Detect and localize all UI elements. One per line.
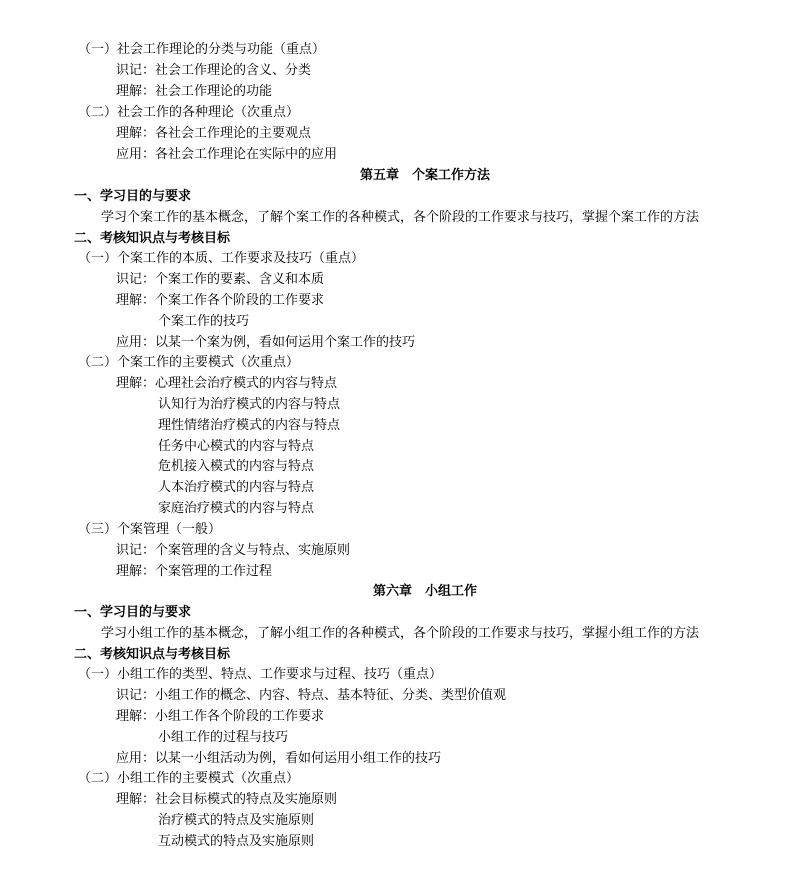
text-line: 理解：心理社会治疗模式的内容与特点 [116,376,338,391]
paragraph: 学习个案工作的基本概念，了解个案工作的各种模式，各个阶段的工作要求与技巧，掌握个案工作的方法 [101,210,700,225]
text-line: 理解：社会目标模式的特点及实施原则 [116,792,338,807]
text-line: 危机接入模式的内容与特点 [158,459,315,474]
heading: 一、学习目的与要求 [74,189,192,204]
text-line: 识记：小组工作的概念、内容、特点、基本特征、分类、类型价值观 [116,688,507,703]
text-line: 应用：以某一小组活动为例，看如何运用小组工作的技巧 [116,751,442,766]
chapter-title: 第五章 个案工作方法 [359,168,490,183]
text-line: 治疗模式的特点及实施原则 [158,813,315,828]
heading: 二、考核知识点与考核目标 [74,647,231,662]
section-heading: （二）小组工作的主要模式（次重点） [78,771,300,786]
section-heading: （一）社会工作理论的分类与功能（重点） [78,42,326,57]
text-line: 识记：个案工作的要素、含义和本质 [116,272,325,287]
text-line: 个案工作的技巧 [158,314,250,329]
text-line: 人本治疗模式的内容与特点 [158,480,315,495]
heading: 一、学习目的与要求 [74,605,192,620]
text-line: 理解：小组工作各个阶段的工作要求 [116,709,325,724]
heading: 二、考核知识点与考核目标 [74,231,231,246]
text-line: 家庭治疗模式的内容与特点 [158,501,315,516]
section-heading: （二）社会工作的各种理论（次重点） [78,105,300,120]
paragraph: 学习小组工作的基本概念，了解小组工作的各种模式，各个阶段的工作要求与技巧，掌握小组工作的方法 [101,626,700,641]
text-line: 小组工作的过程与技巧 [158,730,289,745]
text-line: 识记：社会工作理论的含义、分类 [116,63,312,78]
text-line: 理解：各社会工作理论的主要观点 [116,126,312,141]
chapter-title: 第六章 小组工作 [372,584,477,599]
text-line: 应用：以某一个案为例，看如何运用个案工作的技巧 [116,335,416,350]
section-heading: （一）小组工作的类型、特点、工作要求与过程、技巧（重点） [78,667,443,682]
section-heading: （三）个案管理（一般） [78,522,222,537]
text-line: 认知行为治疗模式的内容与特点 [158,397,341,412]
text-line: 理性情绪治疗模式的内容与特点 [158,418,341,433]
text-line: 理解：个案管理的工作过程 [116,564,273,579]
section-heading: （一）个案工作的本质、工作要求及技巧（重点） [78,251,365,266]
text-line: 识记：个案管理的含义与特点、实施原则 [116,543,351,558]
text-line: 互动模式的特点及实施原则 [158,834,315,849]
text-line: 理解：社会工作理论的功能 [116,84,273,99]
text-line: 理解：个案工作各个阶段的工作要求 [116,293,325,308]
section-heading: （二）个案工作的主要模式（次重点） [78,355,300,370]
text-line: 应用：各社会工作理论在实际中的应用 [116,147,338,162]
text-line: 任务中心模式的内容与特点 [158,439,315,454]
